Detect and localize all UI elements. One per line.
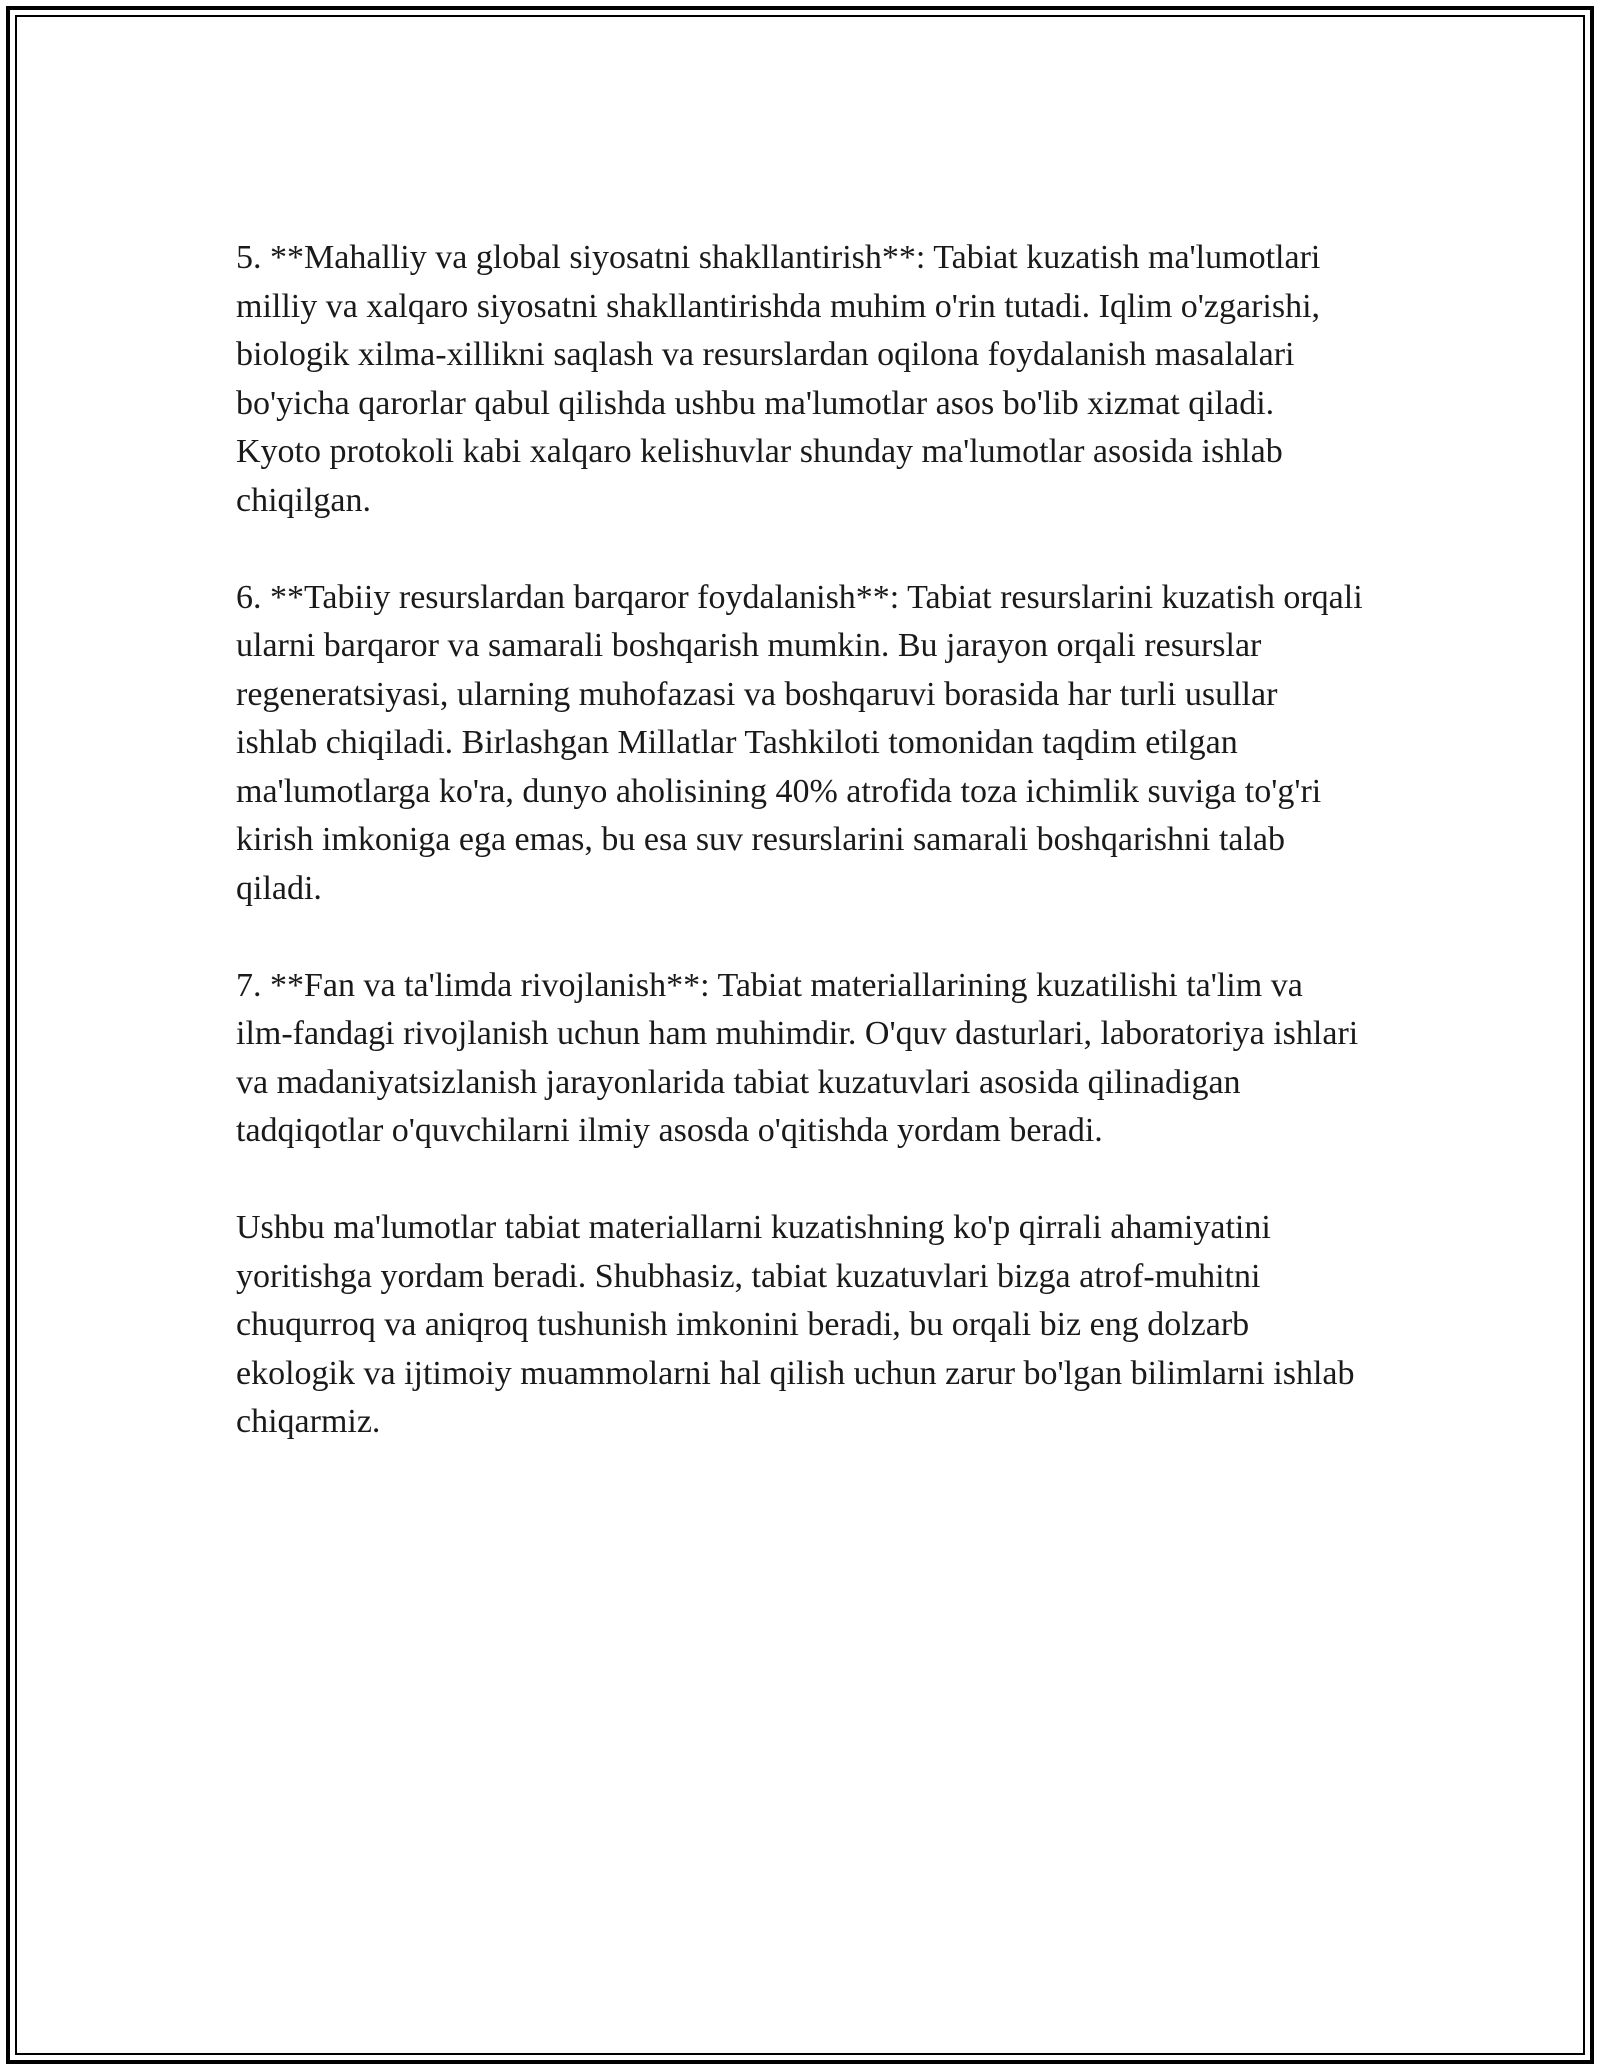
document-body xyxy=(236,234,1366,1447)
paragraph-conclusion: Ushbu ma'lumotlar tabiat materiallarni kuzatishning ko'p qirrali ahamiyatini yoritishga yordam beradi. Shubhasiz, tabiat kuzatuvlari bizga atrof-muhitni chuqurroq va aniqroq tushunish imkonini beradi, bu orqali biz eng dolzarb ekologik va ijtimoiy muammolarni hal qilish uchun zarur bo'lgan bilimlarni ishlab chiqarmiz. xyxy=(236,1209,1355,1440)
paragraph-policy: 5. **Mahalliy va global siyosatni shakllantirish**: Tabiat kuzatish ma'lumotlari milliy va xalqaro siyosatni shakllantirishda muhim o'rin tutadi. Iqlim o'zgarishi, biologik xilma-xillikni saqlash va resurslardan oqilona foydalanish masalalari bo'yicha qarorlar qabul qilishda ushbu ma'lumotlar asos bo'lib xizmat qiladi. Kyoto protokoli kabi xalqaro kelishuvlar shunday ma'lumotlar asosida ishlab chiqilgan. xyxy=(236,239,1321,519)
paragraph-resources: 6. **Tabiiy resurslardan barqaror foydalanish**: Tabiat resurslarini kuzatish orqali ularni barqaror va samarali boshqarish mumkin. Bu jarayon orqali resurslar regeneratsiyasi, ularning muhofazasi va boshqaruvi borasida har turli usullar ishlab chiqiladi. Birlashgan Millatlar Tashkiloti tomonidan taqdim etilgan ma'lumotlarga ko'ra, dunyo aholisining 40% atrofida toza ichimlik suviga to'g'ri kirish imkoniga ega emas, bu esa suv resurslarini samarali boshqarishni talab qiladi. xyxy=(236,578,1363,907)
paragraph-education: 7. **Fan va ta'limda rivojlanish**: Tabiat materiallarining kuzatilishi ta'lim va ilm-fandagi rivojlanish uchun ham muhimdir. O'quv dasturlari, laboratoriya ishlari va madaniyatsizlanish jarayonlarida tabiat kuzatuvlari asosida qilinadigan tadqiqotlar o'quvchilarni ilmiy asosda o'qitishda yordam beradi. xyxy=(236,966,1359,1149)
